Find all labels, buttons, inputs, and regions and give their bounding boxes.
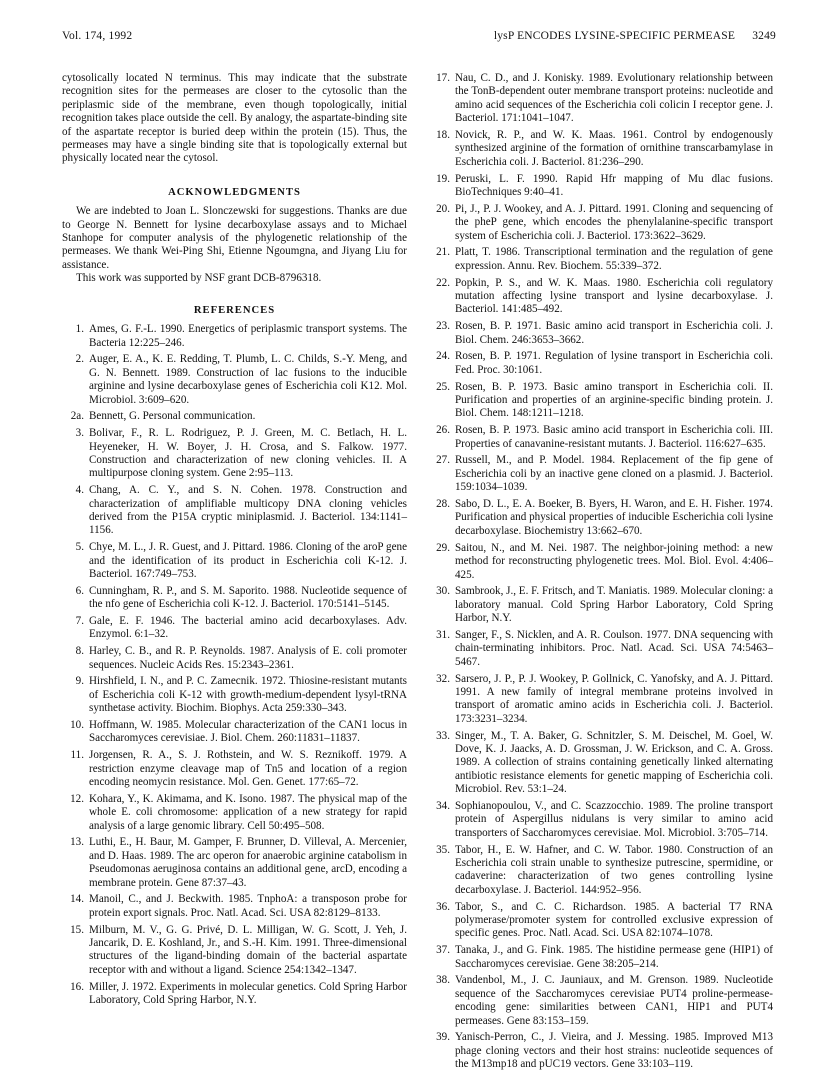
reference-item [428, 629, 773, 669]
reference-number: 36. [436, 900, 450, 913]
reference-number: 15. [70, 923, 84, 936]
reference-number: 13. [70, 836, 84, 849]
reference-text: Rosen, B. P. 1971. Regulation of lysine transport in Escherichia coli. Fed. Proc. 30:1061. [455, 350, 773, 376]
reference-text: Gale, E. F. 1946. The bacterial amino acid decarboxylases. Adv. Enzymol. 6:1–32. [89, 614, 407, 641]
references-title: REFERENCES [193, 304, 276, 316]
reference-number: 3. [75, 427, 84, 440]
acknowledgments-title: ACKNOWLEDGMENTS [168, 186, 301, 198]
reference-number: 11. [70, 749, 84, 762]
reference-item [428, 320, 773, 347]
reference-text: Saitou, N., and M. Nei. 1987. The neighbor-joining method: a new method for reconstructing phylogenetic trees. Mol. Biol. Evol. 4:406–425. [455, 541, 773, 581]
reference-text: Jorgensen, R. A., S. J. Rothstein, and W. S. Reznikoff. 1979. A restriction enzyme cleavage map of Tn5 and location of a region encoding neomycin resistance. Mol. Gen. Genet. 177:65–72. [89, 749, 407, 788]
reference-text: Luthi, E., H. Baur, M. Gamper, F. Brunner, D. Villeval, A. Mercenier, and D. Haas. 1989. The arc operon for anaerobic arginine catabolism in Pseudomonas aeruginosa contains an additional gene, arcD, encoding a membrane protein. Gene 87:37–43. [89, 836, 407, 889]
reference-item [428, 800, 773, 840]
reference-number: 16. [70, 980, 84, 993]
reference-number: 4. [75, 484, 84, 497]
reference-text: Hoffmann, W. 1985. Molecular characterization of the CAN1 locus in Saccharomyces cerevisiae. J. Biol. Chem. 260:11831–11837. [89, 718, 407, 745]
reference-item [428, 730, 773, 797]
reference-item [62, 836, 407, 890]
reference-text: Ames, G. F.-L. 1990. Energetics of periplasmic transport systems. The Bacteria 12:225–246. [89, 323, 407, 349]
reference-item [428, 173, 773, 200]
reference-text: Pi, J., P. J. Wookey, and A. J. Pittard. 1991. Cloning and sequencing of the pheP gene, which encodes the phenylalanine-specific transport system of Escherichia coli. J. Bacteriol. 173:3622–3629. [455, 202, 773, 242]
reference-item [62, 719, 407, 746]
reference-text: Rosen, B. P. 1973. Basic amino transport in Escherichia coli. II. Purification and properties of an arginine-specific binding protein. J. Biol. Chem. 148:1211–1218. [455, 380, 773, 420]
reference-item [428, 1031, 773, 1071]
reference-number: 21. [436, 246, 450, 259]
reference-item [62, 924, 407, 978]
reference-number: 12. [70, 792, 84, 805]
reference-text: Harley, C. B., and R. P. Reynolds. 1987. Analysis of E. coli promoter sequences. Nucleic Acids Res. 15:2343–2361. [89, 645, 407, 671]
funding-paragraph: This work was supported by NSF grant DCB-8796318. [76, 272, 322, 285]
reference-number: 38. [436, 974, 450, 987]
page-number: 3249 [752, 30, 776, 42]
running-header [494, 30, 776, 42]
reference-number: 7. [75, 614, 84, 627]
reference-number: 23. [436, 320, 450, 333]
reference-number: 27. [436, 454, 450, 467]
reference-number: 19. [436, 172, 450, 185]
reference-text: Tanaka, J., and G. Fink. 1985. The histidine permease gene (HIP1) of Saccharomyces cerevisiae. Gene 38:205–214. [455, 944, 773, 970]
reference-item [62, 893, 407, 920]
reference-item [428, 844, 773, 898]
reference-text: Russell, M., and P. Model. 1984. Replacement of the fip gene of Escherichia coli by an inactive gene cloned on a plasmid. J. Bacteriol. 159:1034–1039. [455, 454, 773, 494]
reference-item [62, 323, 407, 350]
reference-text: Nau, C. D., and J. Konisky. 1989. Evolutionary relationship between the TonB-dependent outer membrane transport proteins: nucleotide and amino acid sequences of the Escherichia coli colicin I receptor gene. J. Bacteriol. 171:1041–1047. [455, 72, 773, 125]
reference-text: Milburn, M. V., G. G. Privé, D. L. Milligan, W. G. Scott, J. Yeh, J. Jancarik, D. E. Koshland, Jr., and S.-H. Kim. 1991. Three-dimensional structures of the ligand-binding domain of the bacterial aspartate receptor with and without a ligand. Science 254:1342–1347. [89, 923, 407, 976]
reference-item [62, 585, 407, 612]
reference-number: 34. [436, 799, 450, 812]
reference-text: Manoil, C., and J. Beckwith. 1985. TnphoA: a transposon probe for protein export signals. Proc. Natl. Acad. Sci. USA 82:8129–8133. [89, 893, 407, 919]
reference-text: Sophianopoulou, V., and C. Scazzocchio. 1989. The proline transport protein of Aspergillus nidulans is very similar to amino acid transporters of Saccharomyces cerevisiae. Mol. Microbiol. 3:705–714. [455, 799, 773, 839]
reference-item [62, 353, 407, 407]
journal-volume: Vol. 174, 1992 [62, 30, 133, 42]
reference-text: Platt, T. 1986. Transcriptional termination and the regulation of gene expression. Annu. Rev. Biochem. 55:339–372. [455, 246, 773, 272]
reference-text: Sarsero, J. P., P. J. Wookey, P. Gollnick, C. Yanofsky, and A. J. Pittard. 1991. A new family of integral membrane proteins involved in transport of aromatic amino acids in Escherichia coli. J. Bacteriol. 173:3231–3234. [455, 672, 773, 725]
reference-item [428, 277, 773, 317]
reference-text: Peruski, L. F. 1990. Rapid Hfr mapping of Mu dlac fusions. BioTechniques 9:40–41. [455, 172, 773, 199]
reference-item [428, 203, 773, 243]
reference-number: 6. [75, 584, 84, 597]
reference-number: 2a. [70, 410, 84, 423]
reference-item [62, 410, 407, 423]
reference-text: Sabo, D. L., E. A. Boeker, B. Byers, H. Waron, and E. H. Fisher. 1974. Purification and physical properties of inducible Escherichia coli lysine decarboxylase. Biochemistry 13:662–670. [455, 498, 773, 537]
running-title: lysP ENCODES LYSINE-SPECIFIC PERMEASE [493, 30, 736, 42]
reference-text: Tabor, H., E. W. Hafner, and C. W. Tabor. 1980. Construction of an Escherichia coli strain unable to synthesize putrescine, spermidine, or cadaverine: characterization of two genes controlling lysine decarboxylase. J. Bacteriol. 144:952–956. [455, 843, 773, 896]
reference-number: 18. [436, 129, 450, 142]
reference-number: 32. [436, 672, 450, 685]
reference-item [428, 585, 773, 625]
reference-item [62, 749, 407, 789]
reference-text: Rosen, B. P. 1971. Basic amino acid transport in Escherichia coli. J. Biol. Chem. 246:3653–3662. [455, 320, 773, 346]
reference-number: 2. [75, 353, 84, 366]
reference-item [428, 944, 773, 971]
reference-item [62, 793, 407, 833]
reference-number: 10. [70, 718, 84, 731]
reference-number: 22. [436, 276, 450, 289]
reference-text: Rosen, B. P. 1973. Basic amino acid transport in Escherichia coli. III. Properties of canavanine-resistant mutants. J. Bacteriol. 116:627–635. [455, 424, 773, 450]
reference-text: Sanger, F., S. Nicklen, and A. R. Coulson. 1977. DNA sequencing with chain-terminating inhibitors. Proc. Natl. Acad. Sci. USA 74:5463–5467. [455, 628, 773, 668]
reference-number: 35. [436, 843, 450, 856]
reference-number: 17. [436, 72, 450, 84]
reference-text: Auger, E. A., K. E. Redding, T. Plumb, L. C. Childs, S.-Y. Meng, and G. N. Bennett. 1989. Construction of lac fusions to the inducible arginine and lysine decarboxylase genes of Escherichia coli K12. Mol. Microbiol. 3:609–620. [89, 353, 407, 406]
right-column [428, 72, 773, 1075]
reference-text: Tabor, S., and C. C. Richardson. 1985. A bacterial T7 RNA polymerase/promoter system for controlled exclusive expression of specific genes. Proc. Natl. Acad. Sci. USA 82:1074–1078. [455, 900, 773, 940]
reference-item [428, 350, 773, 377]
reference-text: Vandenbol, M., J. C. Jauniaux, and M. Grenson. 1989. Nucleotide sequence of the Saccharomyces cerevisiae PUT4 proline-permease-encoding gene: similarities between CAN1, HIP1 and PUT4 permeases. Gene 83:153–159. [455, 974, 773, 1027]
reference-number: 30. [436, 585, 450, 598]
reference-number: 24. [436, 350, 450, 363]
reference-text: Chang, A. C. Y., and S. N. Cohen. 1978. Construction and characterization of amplifiable multicopy DNA cloning vehicles derived from the P15A cryptic miniplasmid. J. Bacteriol. 134:1141–1156. [89, 484, 407, 537]
reference-item [428, 246, 773, 273]
reference-number: 8. [75, 645, 84, 658]
reference-item [428, 129, 773, 169]
reference-text: Sambrook, J., E. F. Fritsch, and T. Maniatis. 1989. Molecular cloning: a laboratory manual. Cold Spring Harbor Laboratory, Cold Spring Harbor, N.Y. [455, 585, 773, 625]
reference-number: 20. [436, 202, 450, 215]
reference-item [62, 645, 407, 672]
reference-list-right [428, 72, 773, 1072]
reference-number: 9. [75, 675, 84, 688]
reference-item [428, 974, 773, 1028]
reference-item [428, 454, 773, 494]
reference-item [428, 673, 773, 727]
reference-number: 37. [436, 944, 450, 957]
reference-item [428, 498, 773, 538]
reference-text: Novick, R. P., and W. K. Maas. 1961. Control by endogenously synthesized arginine of the formation of ornithine transcarbamylase in Escherichia coli. J. Bacteriol. 81:236–290. [455, 129, 773, 168]
reference-item [428, 381, 773, 421]
reference-number: 14. [70, 893, 84, 906]
reference-number: 1. [75, 323, 84, 336]
reference-number: 33. [436, 729, 450, 742]
reference-text: Chye, M. L., J. R. Guest, and J. Pittard. 1986. Cloning of the aroP gene and the identification of its product in Escherichia coli K-12. J. Bacteriol. 167:749–753. [89, 541, 407, 580]
reference-number: 5. [75, 541, 84, 554]
reference-text: Hirshfield, I. N., and P. C. Zamecnik. 1972. Thiosine-resistant mutants of Escherichia coli K-12 with growth-medium-dependent lysyl-tRNA synthetase activity. Biochim. Biophys. Acta 259:330–343. [89, 675, 407, 715]
reference-number: 28. [436, 498, 450, 511]
reference-text: Kohara, Y., K. Akimama, and K. Isono. 1987. The physical map of the whole E. coli chromosome: application of a new strategy for rapid analysis of a large genomic library. Cell 50:495–508. [89, 792, 407, 832]
intro-paragraph: cytosolically located N terminus. This may indicate that the substrate recognition sites for the permeases are closer to the cytosolic than the periplasmic side of the membrane, even though topologically, initial recognition takes place outside the cell. By analogy, the aspartate-binding site of the aspartate receptor is buried deep within the protein (15). Thus, the permeases may have a single binding site that is topologically external but physically located near the cytosol. [62, 72, 407, 165]
reference-text: Popkin, P. S., and W. K. Maas. 1980. Escherichia coli regulatory mutation affecting lysine transport and lysine decarboxylase. J. Bacteriol. 141:485–492. [455, 276, 773, 316]
reference-item [62, 427, 407, 481]
acknowledgments-paragraph: We are indebted to Joan L. Slonczewski for suggestions. Thanks are due to George N. Bennett for lysine decarboxylase assays and to Michael Stanhope for computer analysis of the phylogenetic relationship of the permeases. We thank Wei-Ping Shi, Etienne Ngoumgna, and Jiyang Liu for assistance. [62, 205, 407, 271]
reference-number: 26. [436, 424, 450, 437]
reference-text: Singer, M., T. A. Baker, G. Schnitzler, S. M. Deischel, M. Goel, W. Dove, K. J. Jaacks, A. D. Grossman, J. W. Erickson, and C. A. Gross. 1989. A collection of strains containing genetically linked alternating antibiotic resistance elements for genetic mapping of Escherichia coli. Microbiol. Rev. 53:1–24. [455, 729, 773, 796]
reference-item [428, 542, 773, 582]
reference-item [428, 424, 773, 451]
reference-text: Yanisch-Perron, C., J. Vieira, and J. Messing. 1985. Improved M13 phage cloning vectors and their host strains: nucleotide sequences of the M13mp18 and pUC19 vectors. Gene 33:103–119. [455, 1031, 773, 1071]
reference-text: Cunningham, R. P., and S. M. Saporito. 1988. Nucleotide sequence of the nfo gene of Escherichia coli K-12. J. Bacteriol. 170:5141–5145. [89, 584, 407, 611]
reference-item [62, 541, 407, 581]
reference-number: 31. [436, 628, 450, 641]
reference-item [62, 615, 407, 642]
reference-text: Bennett, G. Personal communication. [89, 410, 256, 423]
reference-item [428, 72, 773, 126]
reference-item [428, 901, 773, 941]
reference-list-left [62, 323, 407, 1007]
reference-number: 29. [436, 541, 450, 554]
reference-number: 39. [436, 1031, 450, 1044]
reference-number: 25. [436, 380, 450, 393]
reference-text: Miller, J. 1972. Experiments in molecular genetics. Cold Spring Harbor Laboratory, Cold Spring Harbor, N.Y. [89, 980, 407, 1007]
reference-item [62, 675, 407, 715]
left-column [62, 72, 407, 1011]
reference-item [62, 484, 407, 538]
reference-item [62, 981, 407, 1008]
reference-text: Bolivar, F., R. L. Rodriguez, P. J. Green, M. C. Betlach, H. L. Heyeneker, H. W. Boyer, J. H. Crosa, and S. Falkow. 1977. Construction and characterization of new cloning vehicles. II. A multipurpose cloning system. Gene 2:95–113. [89, 427, 407, 480]
